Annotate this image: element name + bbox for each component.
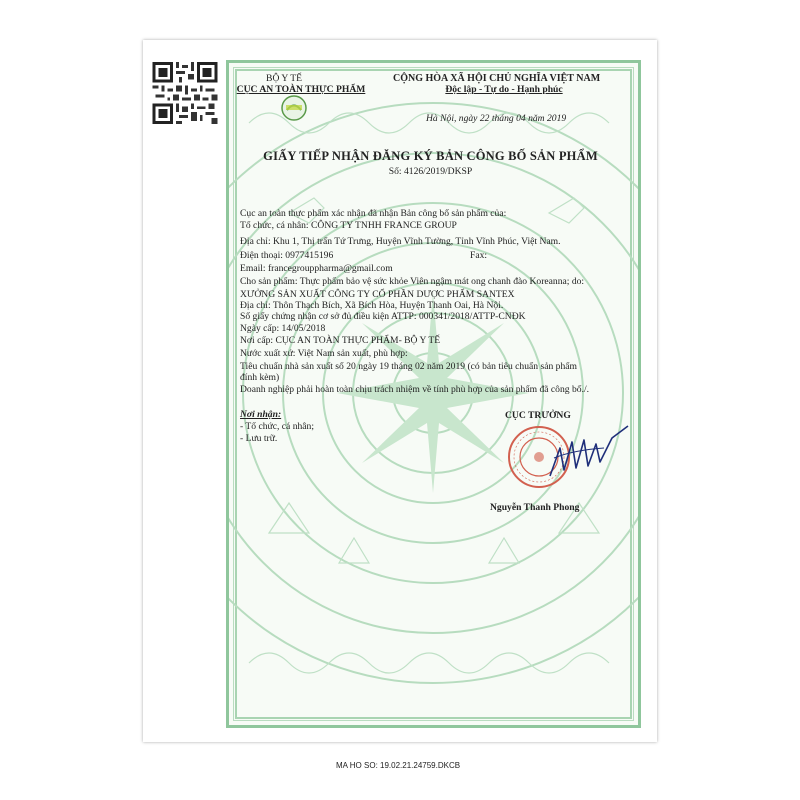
standard-line-cont: đính kèm) xyxy=(240,372,280,383)
phone-line: Điện thoại: 0977415196 xyxy=(240,250,334,261)
origin-line: Nước xuất xứ: Việt Nam sản xuất, phù hợp: xyxy=(240,348,408,359)
document-title: GIẤY TIẾP NHẬN ĐĂNG KÝ BẢN CÔNG BỐ SẢN PHẨM xyxy=(263,149,598,163)
motto: Độc lập - Tự do - Hạnh phúc xyxy=(445,84,563,95)
recipients-heading: Nơi nhận: xyxy=(240,409,282,420)
body-intro: Cục an toàn thực phẩm xác nhận đã nhận Bản công bố sản phẩm của: xyxy=(240,208,507,219)
issuing-authority: Nơi cấp: CỤC AN TOÀN THỰC PHẨM- BỘ Y TẾ xyxy=(240,335,441,346)
product-line: Cho sản phẩm: Thực phẩm bảo vệ sức khỏe Viên ngậm mát ong chanh đào Koreanna; do: xyxy=(240,276,585,287)
dossier-code: MA HO SO: 19.02.21.24759.DKCB xyxy=(336,761,461,770)
issue-date: Ngày cấp: 14/05/2018 xyxy=(240,323,326,334)
signer-role: CỤC TRƯỞNG xyxy=(505,410,571,421)
food-safety-logo xyxy=(281,95,307,121)
department-name: CỤC AN TOÀN THỰC PHẨM xyxy=(236,84,366,95)
qr-code xyxy=(152,62,218,124)
ministry-name: BỘ Y TẾ xyxy=(266,73,302,84)
organization-line: Tổ chức, cá nhân: CÔNG TY TNHH FRANCE GROUP xyxy=(240,220,457,231)
certificate-number: Số giấy chứng nhận cơ sở đủ điều kiện ATTP: 000341/2018/ATTP-CNĐK xyxy=(240,311,526,322)
manufacturer-name: XƯỞNG SẢN XUẤT CÔNG TY CỔ PHẦN DƯỢC PHẨM SANTEX xyxy=(240,289,515,300)
signature xyxy=(520,418,632,488)
recipient-item: - Tổ chức, cá nhân; xyxy=(240,421,315,432)
organization-address: Địa chỉ: Khu 1, Thị trấn Tứ Trưng, Huyện Vĩnh Tường, Tỉnh Vĩnh Phúc, Việt Nam. xyxy=(240,236,561,247)
manufacturer-address: Địa chỉ: Thôn Thạch Bích, Xã Bích Hòa, Huyện Thanh Oai, Hà Nội. xyxy=(240,300,504,311)
document-number: Số: 4126/2019/DKSP xyxy=(388,166,473,177)
signer-name: Nguyễn Thanh Phong xyxy=(490,502,580,513)
place-date: Hà Nội, ngày 22 tháng 04 năm 2019 xyxy=(426,113,567,124)
standard-line: Tiêu chuẩn nhà sản xuất số 20 ngày 19 tháng 02 năm 2019 (có bản tiêu chuẩn sản phẩm xyxy=(240,361,577,372)
country-name: CỘNG HÒA XÃ HỘI CHỦ NGHĨA VIỆT NAM xyxy=(393,73,601,84)
fax-label: Fax: xyxy=(470,250,488,261)
responsibility-line: Doanh nghiệp phải hoàn toàn chịu trách nhiệm về tính phù hợp của sản phẩm đã công bố./. xyxy=(240,384,590,395)
recipient-item: - Lưu trữ. xyxy=(240,433,278,444)
email-line: Email: francegrouppharma@gmail.com xyxy=(240,263,393,274)
